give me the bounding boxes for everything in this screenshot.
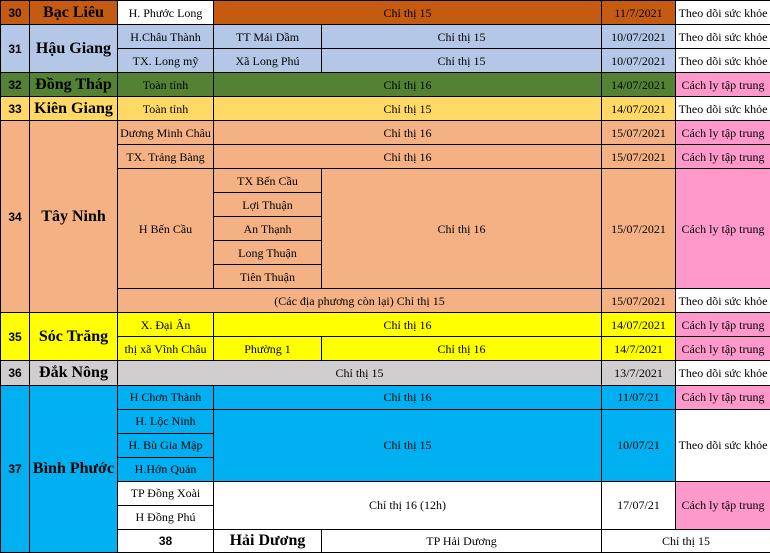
subarea-cell: An Thạnh bbox=[214, 217, 322, 241]
measure-cell: Theo dõi sức khỏe bbox=[676, 1, 770, 25]
area-cell: thị xã Vĩnh Châu bbox=[118, 337, 214, 361]
measure-cell: Cách ly tập trung bbox=[676, 337, 770, 361]
date-cell: 10/07/2021 bbox=[602, 25, 676, 49]
subarea-cell: Lợi Thuận bbox=[214, 193, 322, 217]
date-cell: 15/07/2021 bbox=[602, 145, 676, 169]
area-cell: H. Bù Gia Mập bbox=[118, 433, 214, 457]
area-cell: H.Châu Thành bbox=[118, 25, 214, 49]
directive-cell: Chỉ thị 16 bbox=[214, 121, 602, 145]
row-number: 34 bbox=[1, 121, 30, 313]
measure-cell: Cách ly tập trung bbox=[676, 73, 770, 97]
date-cell: 15/07/2021 bbox=[602, 289, 676, 313]
table-row bbox=[1, 121, 770, 145]
area-cell: Toàn tỉnh bbox=[118, 73, 214, 97]
directive-cell: Chỉ thị 16 bbox=[214, 145, 602, 169]
subarea-cell: TX Bến Cầu bbox=[214, 169, 322, 193]
measure-cell: Theo dõi sức khỏe bbox=[676, 361, 770, 385]
province-name: Hậu Giang bbox=[30, 25, 118, 73]
province-name: Sóc Trăng bbox=[30, 313, 118, 361]
directive-cell: Chỉ thị 16 bbox=[322, 169, 602, 289]
row-number: 32 bbox=[1, 73, 30, 97]
table-row bbox=[1, 73, 770, 97]
row-number: 36 bbox=[1, 361, 30, 385]
table-row bbox=[1, 25, 770, 49]
row-number: 33 bbox=[1, 97, 30, 121]
directive-cell: Chỉ thị 16 bbox=[214, 385, 602, 409]
measure-cell: Cách ly tập trung bbox=[676, 169, 770, 289]
subarea-cell: Long Thuận bbox=[214, 241, 322, 265]
province-name: Bạc Liêu bbox=[30, 1, 118, 25]
measure-cell: Cách ly tập trung bbox=[676, 121, 770, 145]
row-number: 38 bbox=[118, 529, 214, 552]
subarea-cell: Xã Long Phú bbox=[214, 49, 322, 73]
date-cell: 17/07/21 bbox=[602, 481, 676, 529]
area-cell: Toàn tỉnh bbox=[118, 97, 214, 121]
province-name: Hải Dương bbox=[214, 529, 322, 552]
measure-cell: Theo dõi sức khỏe bbox=[676, 25, 770, 49]
measure-cell: Cách ly tập trung bbox=[676, 145, 770, 169]
area-cell: H.Hớn Quản bbox=[118, 457, 214, 481]
table-row bbox=[1, 361, 770, 385]
directive-cell: Chỉ thị 16 bbox=[214, 313, 602, 337]
measure-cell: Cách ly tập trung bbox=[676, 385, 770, 409]
date-cell: 15/07/2021 bbox=[602, 169, 676, 289]
area-cell: H Bến Cầu bbox=[118, 169, 214, 289]
province-name: Đắk Nông bbox=[30, 361, 118, 385]
directive-cell: Chỉ thị 15 bbox=[118, 361, 602, 385]
row-number: 37 bbox=[1, 385, 30, 553]
measure-cell: Theo dõi sức khỏe bbox=[676, 289, 770, 313]
directive-cell: Chỉ thị 15 bbox=[322, 25, 602, 49]
date-cell: 10/07/21 bbox=[602, 409, 676, 481]
area-cell: X. Đại Ân bbox=[118, 313, 214, 337]
date-cell: 15/07/2021 bbox=[602, 121, 676, 145]
directive-cell: Chỉ thị 15 bbox=[214, 409, 602, 481]
date-cell: 14/07/2021 bbox=[602, 313, 676, 337]
directive-cell: Chỉ thị 16 bbox=[214, 73, 602, 97]
area-cell: TP Hải Dương bbox=[322, 529, 602, 552]
date-cell: 14/7/2021 bbox=[602, 337, 676, 361]
directive-cell: Chỉ thị 16 bbox=[322, 337, 602, 361]
directive-cell: Chỉ thị 15 bbox=[602, 529, 770, 552]
table-row bbox=[1, 1, 770, 25]
directive-cell: Chỉ thị 15 bbox=[214, 97, 602, 121]
row-number: 31 bbox=[1, 25, 30, 73]
subarea-cell: Phường 1 bbox=[214, 337, 322, 361]
date-cell: 13/7/2021 bbox=[602, 361, 676, 385]
province-name: Tây Ninh bbox=[30, 121, 118, 313]
date-cell: 14/07/2021 bbox=[602, 97, 676, 121]
measure-cell: Cách ly tập trung bbox=[676, 481, 770, 529]
directive-cell: Chỉ thị 15 bbox=[214, 1, 602, 25]
directive-cell: (Các địa phương còn lại) Chỉ thị 15 bbox=[118, 289, 602, 313]
table-row bbox=[1, 385, 770, 409]
measure-cell: Theo dõi sức khỏe bbox=[676, 49, 770, 73]
subarea-cell: Tiên Thuận bbox=[214, 265, 322, 289]
area-cell: Dương Minh Châu bbox=[118, 121, 214, 145]
area-cell: H. Phước Long bbox=[118, 1, 214, 25]
area-cell: TX. Trảng Bàng bbox=[118, 145, 214, 169]
date-cell: 10/07/2021 bbox=[602, 49, 676, 73]
directive-cell: Chỉ thị 16 (12h) bbox=[214, 481, 602, 529]
date-cell: 11/7/2021 bbox=[602, 1, 676, 25]
area-cell: H. Lộc Ninh bbox=[118, 409, 214, 433]
area-cell: TP Đồng Xoài bbox=[118, 481, 214, 505]
province-name: Đồng Tháp bbox=[30, 73, 118, 97]
table-row bbox=[1, 313, 770, 337]
date-cell: 11/07/21 bbox=[602, 385, 676, 409]
date-cell: 14/07/2021 bbox=[602, 73, 676, 97]
measure-cell: Theo dõi sức khỏe bbox=[676, 97, 770, 121]
province-name: Kiên Giang bbox=[30, 97, 118, 121]
province-name: Bình Phước bbox=[30, 385, 118, 553]
measure-cell: Cách ly tập trung bbox=[676, 313, 770, 337]
area-cell: H Đồng Phú bbox=[118, 505, 214, 529]
row-number: 30 bbox=[1, 1, 30, 25]
measure-cell: Theo dõi sức khỏe bbox=[676, 409, 770, 481]
area-cell: H Chơn Thành bbox=[118, 385, 214, 409]
directive-cell: Chỉ thị 15 bbox=[322, 49, 602, 73]
row-number: 35 bbox=[1, 313, 30, 361]
table-row bbox=[1, 97, 770, 121]
subarea-cell: TT Mái Dầm bbox=[214, 25, 322, 49]
area-cell: TX. Long mỹ bbox=[118, 49, 214, 73]
